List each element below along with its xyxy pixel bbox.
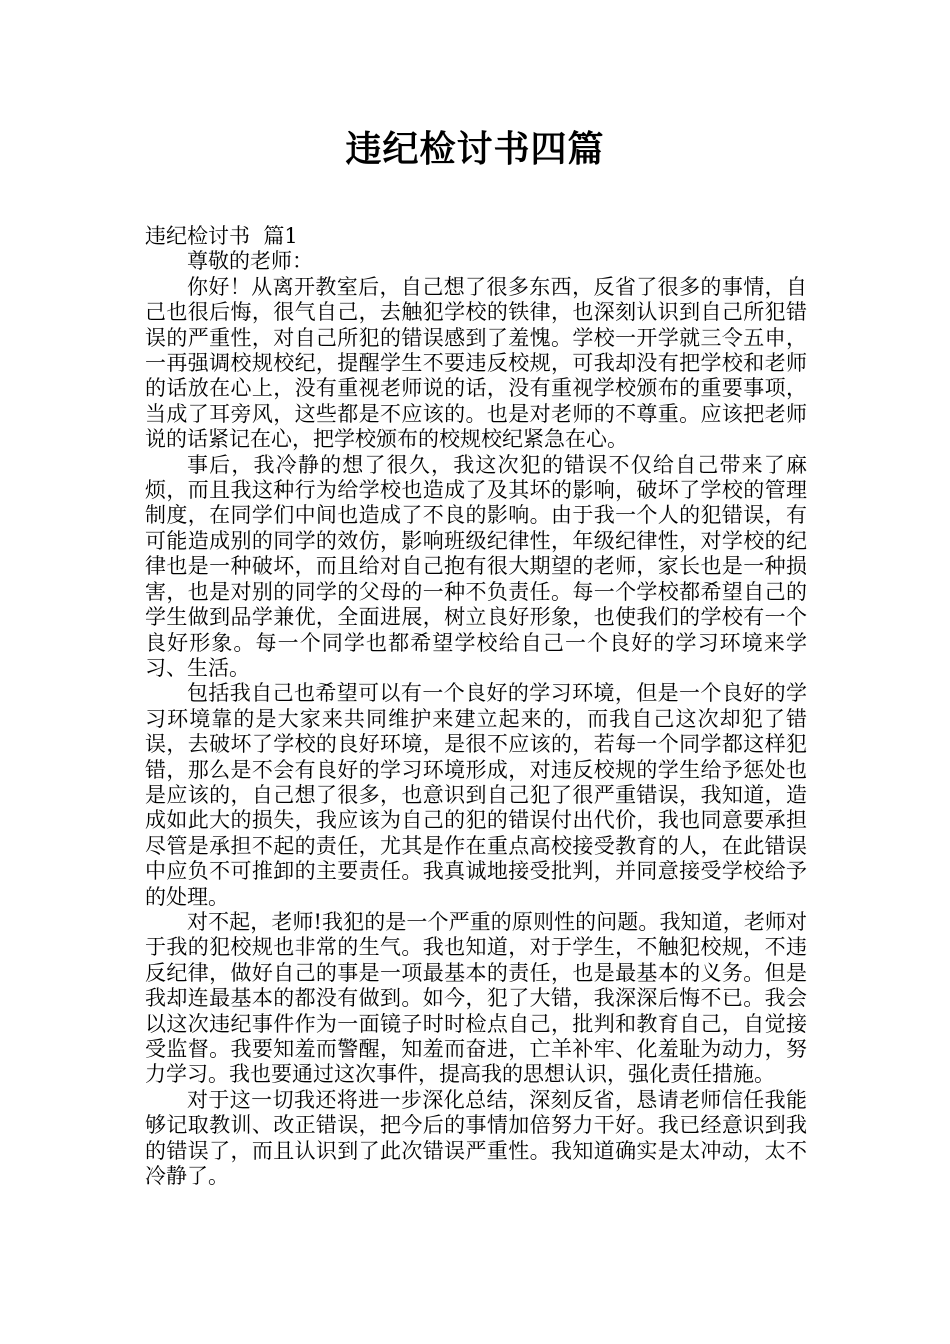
section-label: 违纪检讨书 篇1 [145, 224, 298, 248]
document-title: 违纪检讨书四篇 [345, 129, 605, 170]
paragraph-5: 对于这一切我还将进一步深化总结，深刻反省，恳请老师信任我能够记取教训、改正错误，把今后的事情加倍努力干好。我已经意识到我的错误了，而且认识到了此次错误严重性。我知道确实是太冲动，太不冷静了。 [145, 1087, 807, 1189]
paragraph-4: 对不起，老师!我犯的是一个严重的原则性的问题。我知道，老师对于我的犯校规也非常的生气。我也知道，对于学生，不触犯校规，不违反纪律，做好自己的事是一项最基本的责任，也是最基本的义务。但是我却连最基本的都没有做到。如今，犯了大错，我深深后悔不已。我会以这次违纪事件作为一面镜子时时检点自己，批判和教育自己，自觉接受监督。我要知羞而警醒，知羞而奋进，亡羊补牢、化羞耻为动力，努力学习。我也要通过这次事件，提高我的思想认识，强化责任措施。 [145, 909, 807, 1087]
document-body [145, 224, 807, 1189]
paragraph-1: 你好！从离开教室后，自己想了很多东西，反省了很多的事情，自己也很后悔，很气自己，去触犯学校的铁律，也深刻认识到自己所犯错误的严重性，对自己所犯的错误感到了羞愧。学校一开学就三令五申，一再强调校规校纪，提醒学生不要违反校规，可我却没有把学校和老师的话放在心上，没有重视老师说的话，没有重视学校颁布的重要事项，当成了耳旁风，这些都是不应该的。也是对老师的不尊重。应该把老师说的话紧记在心，把学校颁布的校规校纪紧急在心。 [145, 274, 807, 452]
paragraph-3: 包括我自己也希望可以有一个良好的学习环境，但是一个良好的学习环境靠的是大家来共同维护来建立起来的，而我自己这次却犯了错误，去破坏了学校的良好环境，是很不应该的，若每一个同学都这样犯错，那么是不会有良好的学习环境形成，对违反校规的学生给予惩处也是应该的，自己想了很多，也意识到自己犯了很严重错误，我知道，造成如此大的损失，我应该为自己的犯的错误付出代价，我也同意要承担尽管是承担不起的责任，尤其是作在重点高校接受教育的人，在此错误中应负不可推卸的主要责任。我真诚地接受批判，并同意接受学校给予的处理。 [145, 681, 807, 909]
salutation: 尊敬的老师： [187, 249, 313, 274]
paragraph-2: 事后，我冷静的想了很久，我这次犯的错误不仅给自己带来了麻烦，而且我这种行为给学校也造成了及其坏的影响，破坏了学校的管理制度，在同学们中间也造成了不良的影响。由于我一个人的犯错误，有可能造成别的同学的效仿，影响班级纪律性，年级纪律性，对学校的纪律也是一种破坏，而且给对自己抱有很大期望的老师，家长也是一种损害，也是对别的同学的父母的一种不负责任。每一个学校都希望自己的学生做到品学兼优，全面进展，树立良好形象，也使我们的学校有一个良好形象。每一个同学也都希望学校给自己一个良好的学习环境来学习、生活。 [145, 452, 807, 680]
